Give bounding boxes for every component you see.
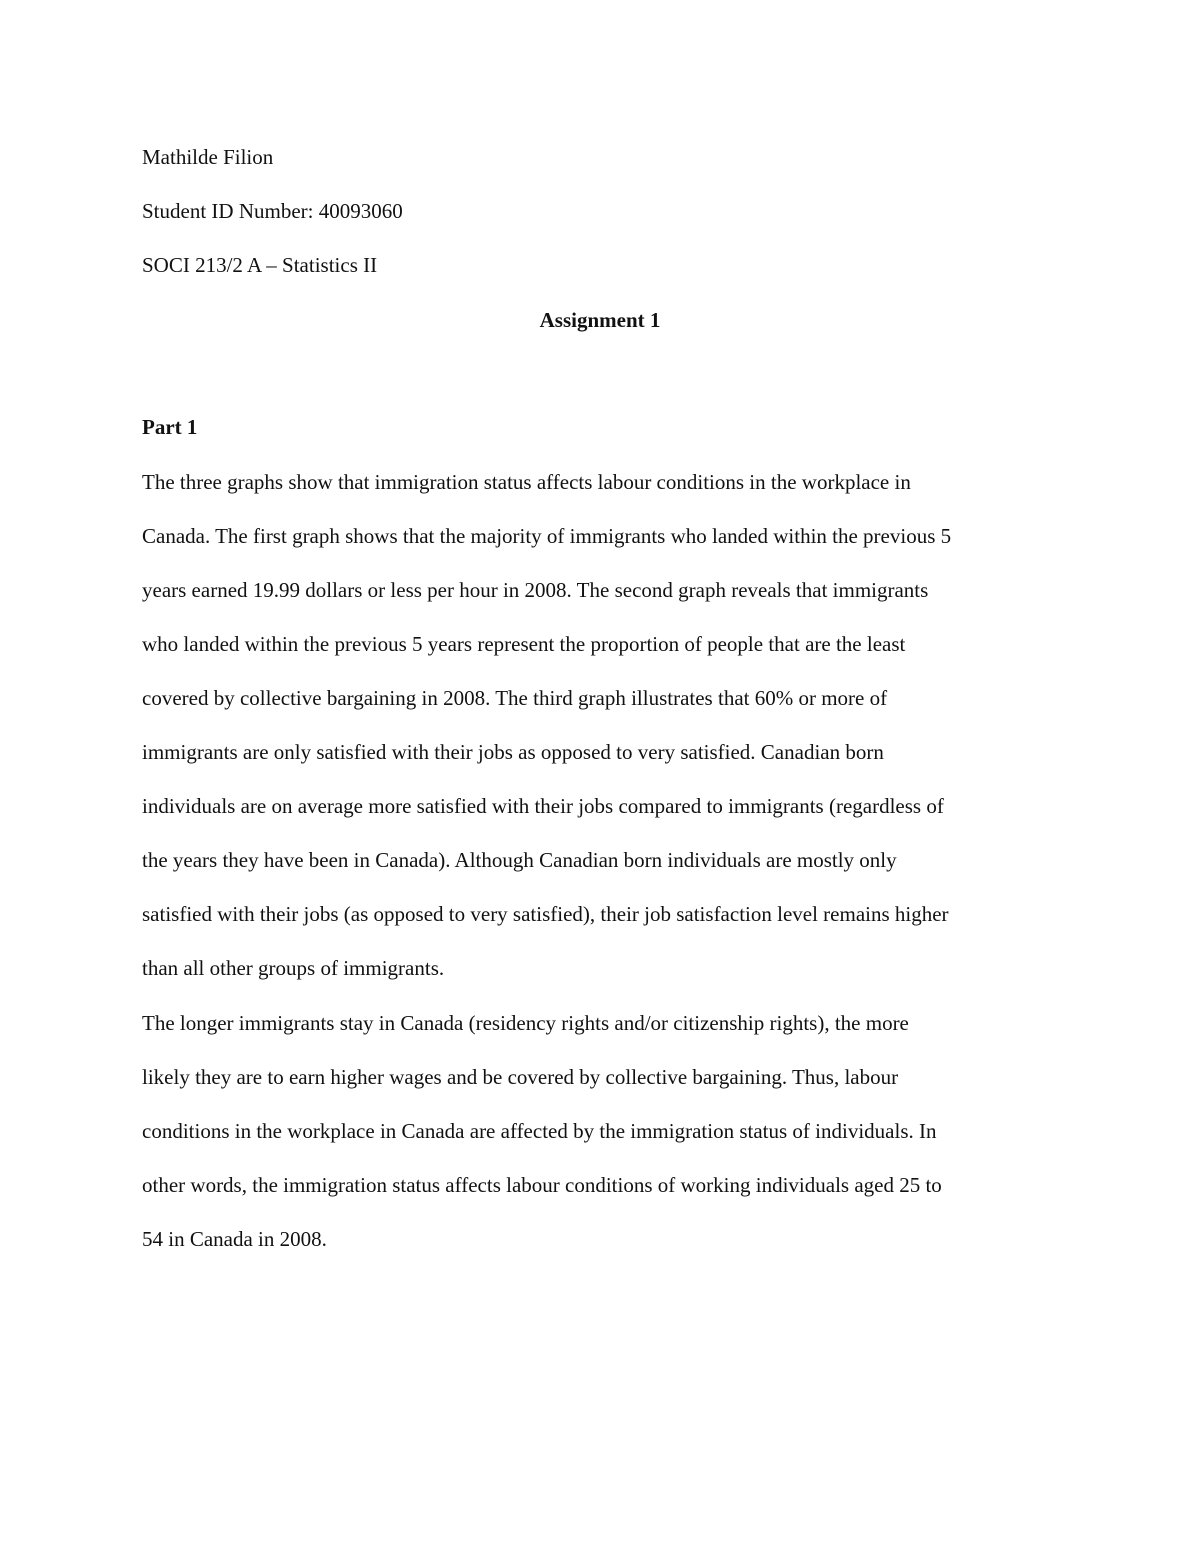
paragraph-line: than all other groups of immigrants. <box>142 956 445 980</box>
paragraph-line: who landed within the previous 5 years represent the proportion of people that are the least <box>142 632 906 656</box>
paragraph-line: likely they are to earn higher wages and be covered by collective bargaining. Thus, labour <box>142 1065 899 1089</box>
paragraph-line: conditions in the workplace in Canada are affected by the immigration status of individuals. In <box>142 1119 937 1143</box>
course-code: SOCI 213/2 A – Statistics II <box>142 253 378 277</box>
author-name: Mathilde Filion <box>142 145 274 169</box>
paragraph-line: 54 in Canada in 2008. <box>142 1227 327 1251</box>
paragraph-line: immigrants are only satisfied with their jobs as opposed to very satisfied. Canadian born <box>142 740 884 764</box>
paragraph-line: covered by collective bargaining in 2008. The third graph illustrates that 60% or more of <box>142 686 888 710</box>
section-heading: Part 1 <box>142 415 198 439</box>
student-id: Student ID Number: 40093060 <box>142 199 403 223</box>
paragraph-line: other words, the immigration status affects labour conditions of working individuals aged 25 to <box>142 1173 942 1197</box>
paragraph-line: the years they have been in Canada). Although Canadian born individuals are mostly only <box>142 848 897 872</box>
paragraph-line: satisfied with their jobs (as opposed to very satisfied), their job satisfaction level remains higher <box>142 902 949 926</box>
paragraph-line: individuals are on average more satisfied with their jobs compared to immigrants (regardless of <box>142 794 944 818</box>
paragraph-line: Canada. The first graph shows that the majority of immigrants who landed within the previous 5 <box>142 524 952 548</box>
paragraph-line: The longer immigrants stay in Canada (residency rights and/or citizenship rights), the more <box>142 1011 909 1035</box>
paragraph-line: The three graphs show that immigration status affects labour conditions in the workplace in <box>142 470 911 494</box>
paragraph-line: years earned 19.99 dollars or less per hour in 2008. The second graph reveals that immigrants <box>142 578 929 602</box>
assignment-title: Assignment 1 <box>539 308 661 332</box>
